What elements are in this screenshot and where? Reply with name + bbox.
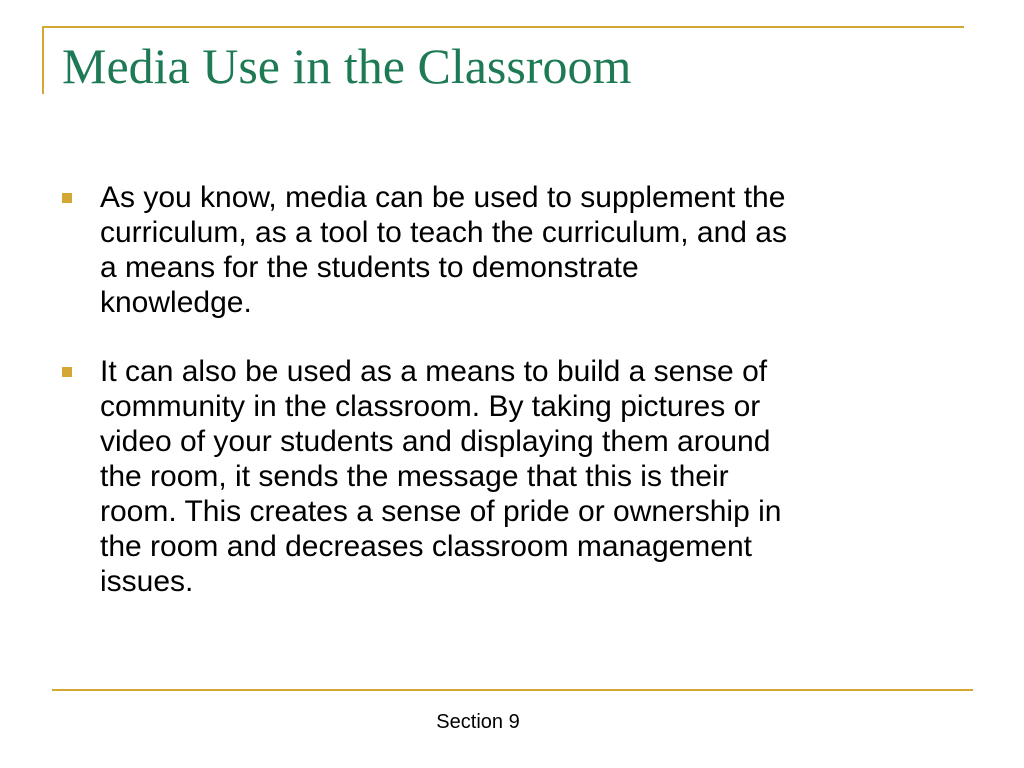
bullet-item [62, 354, 962, 599]
slide-title: Media Use in the Classroom [62, 38, 632, 94]
footer-rule [52, 689, 973, 691]
square-bullet-icon [62, 367, 72, 377]
bullet-list [62, 180, 962, 633]
title-frame-top-rule [42, 26, 964, 28]
square-bullet-icon [62, 193, 72, 203]
bullet-item [62, 180, 962, 320]
footer-section-label: Section 9 [436, 711, 520, 733]
title-frame-left-rule [42, 26, 44, 94]
bullet-text: It can also be used as a means to build a sense of community in the classroom. By taking pictures or video of your students and displaying them around the room, it sends the message that this is their room. This creates a sense of pride or ownership in the room and decreases classroom management issues. [100, 355, 782, 598]
bullet-text: As you know, media can be used to supplement the curriculum, as a tool to teach the curriculum, and as a means for the students to demonstrate knowledge. [100, 181, 787, 319]
